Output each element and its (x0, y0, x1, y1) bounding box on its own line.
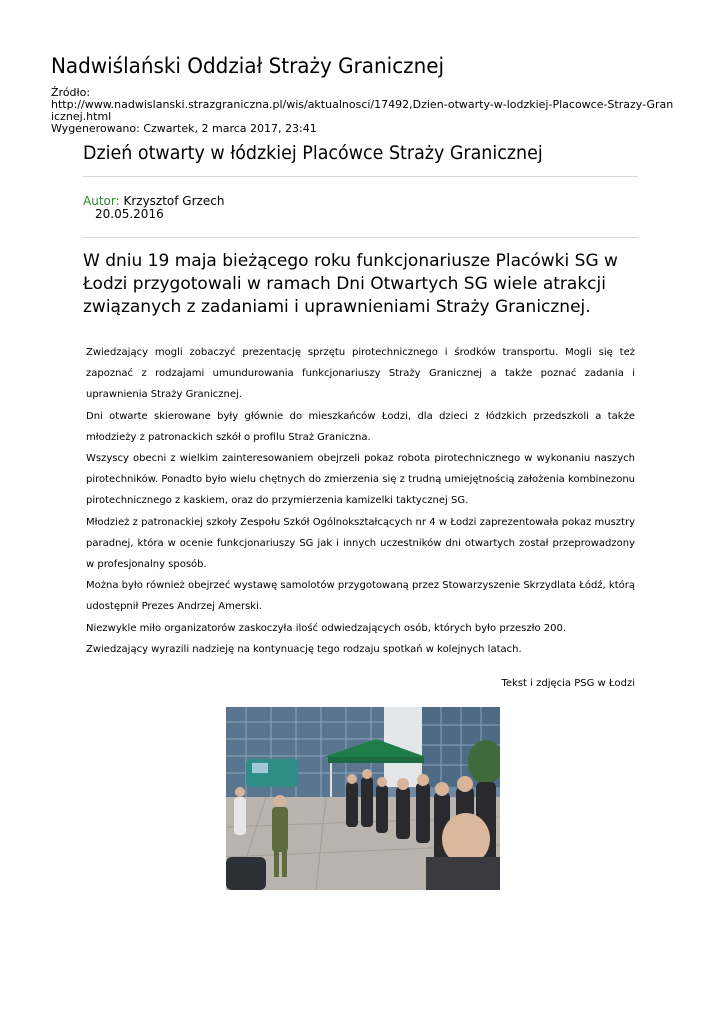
body-paragraph: Można było również obejrzeć wystawę samolotów przygotowaną przez Stowarzyszenie Skrzydlata Łódź, którą udostępnił Prezes Andrzej Amerski. (86, 580, 635, 613)
source-url-link[interactable]: http://www.nadwislanski.strazgraniczna.pl/wis/aktualnosci/17492,Dzien-otwarty-w-lodzkiej-Placowce-Strazy-Granicznej.html (51, 98, 674, 123)
divider (83, 237, 638, 238)
author-label: Autor: (83, 194, 120, 208)
divider (83, 176, 638, 177)
body-paragraph: Wszyscy obecni z wielkim zainteresowaniem obejrzeli pokaz robota pirotechnicznego w wykonaniu naszych pirotechników. Ponadto było wielu chętnych do zmierzenia się z trudną umiejętnością założenia kombinezonu pirotechnicznego z kaskiem, oraz do przymierzenia kamizelki taktycznej SG. (86, 453, 635, 507)
body-paragraph: Niezwykle miło organizatorów zaskoczyła ilość odwiedzających osób, których było przeszło 200. (86, 622, 567, 634)
body-paragraph: Zwiedzający mogli zobaczyć prezentację sprzętu pirotechnicznego i środków transportu. Mogli się też zapoznać z rodzajami umundurowania funkcjonariuszy Straży Granicznej a także poznać zadania i uprawnienia Straży Granicznej. (86, 347, 635, 401)
body-paragraph: Młodzież z patronackiej szkoły Zespołu Szkół Ogólnokształcących nr 4 w Łodzi zaprezentowała pokaz musztry paradnej, która w ocenie funkcjonariuszy SG jak i innych uczestników dni otwartych został przeprowadzony w profesjonalny sposób. (86, 516, 635, 571)
body-paragraph: Zwiedzający wyrazili nadzieję na kontynuację tego rodzaju spotkań w kolejnych latach. (86, 643, 522, 655)
body-paragraph: Dni otwarte skierowane były głównie do mieszkańców Łodzi, dla dzieci z łódzkich przedszkoli a także młodzieży z patronackich szkół o profilu Straż Graniczna. (86, 410, 635, 443)
article-meta (83, 195, 224, 221)
source-label: Źródło: (51, 86, 91, 99)
author-name: Krzysztof Grzech (123, 194, 225, 208)
generated-timestamp: Wygenerowano: Czwartek, 2 marca 2017, 23:41 (51, 122, 317, 135)
article-body (86, 342, 635, 660)
article-lead: W dniu 19 maja bieżącego roku funkcjonariusze Placówki SG w Łodzi przygotowali w ramach Dni Otwartych SG wiele atrakcji związanych z zadaniami i uprawnieniami Straży Granicznej. (83, 251, 618, 317)
article-title: Dzień otwarty w łódzkiej Placówce Straży Granicznej (83, 142, 543, 164)
site-title: Nadwiślański Oddział Straży Granicznej (51, 54, 445, 78)
photo-credit: Tekst i zdjęcia PSG w Łodzi (501, 678, 635, 689)
source-block (51, 87, 676, 135)
article-date: 20.05.2016 (95, 207, 164, 221)
article-photo (226, 707, 500, 890)
